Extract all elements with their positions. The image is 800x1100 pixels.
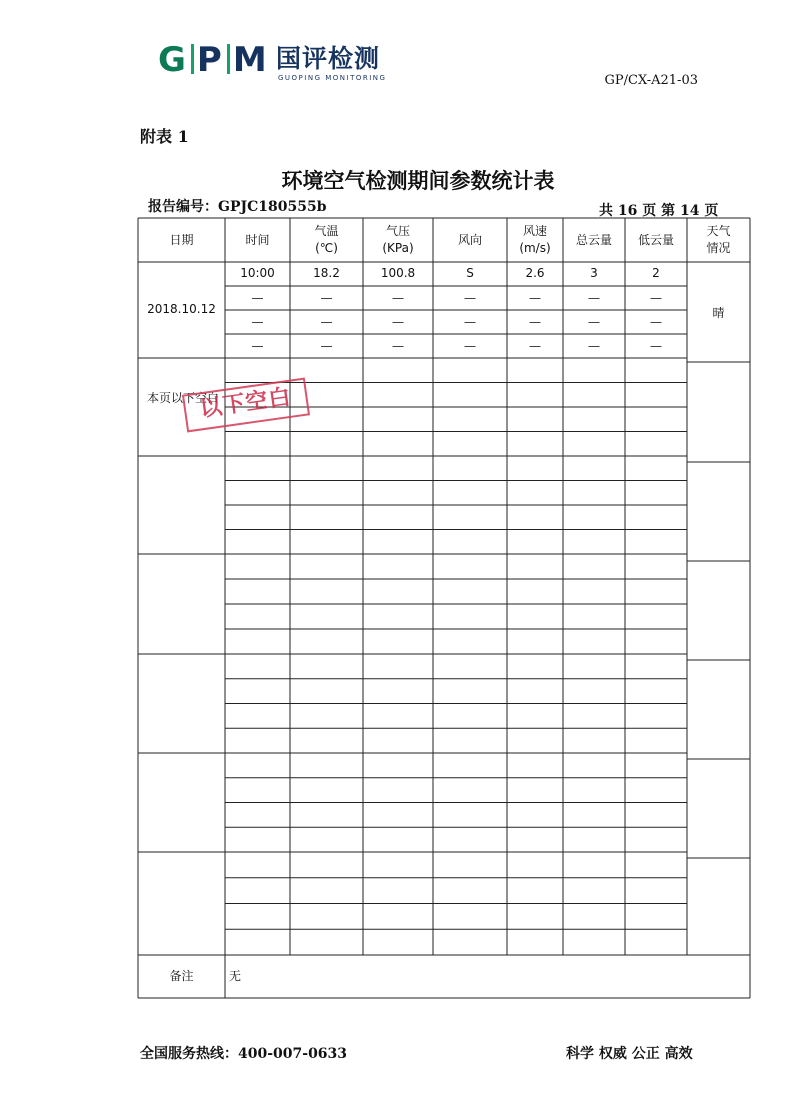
appendix-label: 附表 1 (140, 127, 189, 146)
logo-english-name: GUOPING MONITORING (278, 74, 387, 82)
date-cell: 2018.10.12 (147, 302, 216, 316)
header-time: 时间 (245, 233, 270, 247)
empty-value-dash: — (320, 339, 333, 353)
header-total-cloud: 总云量 (575, 233, 612, 247)
header-pressure: 气压 (KPa) (382, 224, 414, 255)
wind-speed-value: 2.6 (525, 266, 545, 280)
header-date: 日期 (169, 233, 194, 247)
header-low-cloud: 低云量 (637, 233, 674, 247)
temperature-value: 18.2 (313, 266, 340, 280)
footer-slogan: 科学 权威 公正 高效 (566, 1046, 693, 1062)
empty-value-dash: — (650, 315, 662, 329)
blank-below-note: 本页以下空白 (147, 391, 220, 405)
empty-value-dash: — (464, 339, 476, 353)
empty-value-dash: — (251, 291, 264, 305)
footer-hotline: 全国服务热线：400-007-0633 (140, 1046, 348, 1062)
header-wind-direction: 风向 (457, 233, 482, 247)
report-number: 报告编号：GPJC180555b (148, 199, 327, 215)
empty-value-dash: — (588, 339, 600, 353)
wind-direction-value: S (466, 266, 474, 280)
empty-value-dash: — (588, 291, 600, 305)
empty-value-dash: — (251, 315, 264, 329)
empty-value-dash: — (251, 339, 264, 353)
empty-value-dash: — (320, 315, 333, 329)
empty-value-dash: — (392, 315, 404, 329)
total-cloud-value: 3 (590, 266, 598, 280)
empty-value-dash: — (529, 339, 541, 353)
low-cloud-value: 2 (652, 266, 660, 280)
page-title: 环境空气检测期间参数统计表 (281, 168, 555, 193)
header-wind-speed: 风速 (m/s) (519, 224, 551, 255)
blank-below-stamp: 以下空白 (182, 378, 310, 433)
page-info: 共 16 页 第 14 页 (599, 203, 719, 219)
logo-chinese-name: 国评检测 (276, 44, 381, 73)
empty-value-dash: — (320, 291, 333, 305)
empty-value-dash: — (464, 315, 476, 329)
header-weather: 天气 情况 (706, 224, 731, 255)
empty-value-dash: — (529, 291, 541, 305)
pressure-value: 100.8 (380, 266, 416, 280)
time-value: 10:00 (240, 266, 275, 280)
empty-value-dash: — (650, 339, 662, 353)
empty-value-dash: — (392, 291, 404, 305)
empty-value-dash: — (588, 315, 600, 329)
empty-value-dash: — (392, 339, 404, 353)
empty-value-dash: — (529, 315, 541, 329)
empty-value-dash: — (650, 291, 662, 305)
header-temperature: 气温 (℃) (314, 224, 339, 255)
weather-cell: 晴 (712, 306, 725, 320)
remarks-value: 无 (229, 969, 242, 983)
empty-value-dash: — (464, 291, 476, 305)
document-code: GP/CX-A21-03 (604, 73, 698, 88)
logo-letters: G P M (158, 40, 269, 80)
remarks-label: 备注 (169, 969, 194, 983)
